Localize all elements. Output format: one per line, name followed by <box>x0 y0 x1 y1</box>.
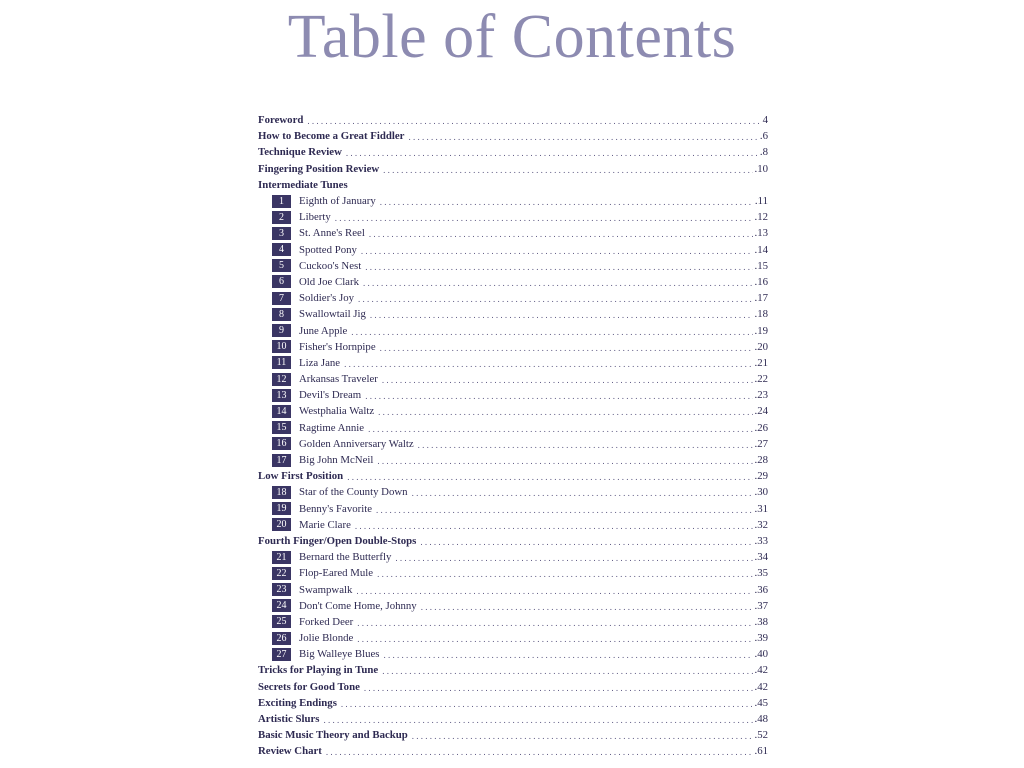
dot-leader <box>344 359 752 369</box>
tune-number-badge: 3 <box>272 227 291 240</box>
toc-entry-label: Soldier's Joy <box>299 292 355 305</box>
toc-tune-entry <box>258 484 768 500</box>
toc-entry-label: Devil's Dream <box>299 389 362 402</box>
tune-number-badge: 8 <box>272 308 291 321</box>
dot-leader <box>369 229 753 239</box>
dot-leader <box>363 278 753 288</box>
toc-tune-entry <box>258 517 768 533</box>
toc-tune-entry <box>258 549 768 565</box>
toc-tune-entry <box>258 452 768 468</box>
toc-page-number: .22 <box>754 373 768 386</box>
toc-tune-entry <box>258 274 768 290</box>
toc-entry-label: Big Walleye Blues <box>299 648 380 661</box>
table-of-contents <box>258 112 768 760</box>
dot-leader <box>412 731 753 741</box>
tune-number-badge: 14 <box>272 405 291 418</box>
toc-page-number: .38 <box>754 615 768 628</box>
toc-tune-entry <box>258 225 768 241</box>
dot-leader <box>323 715 752 725</box>
toc-entry-label: Technique Review <box>258 146 342 159</box>
toc-tune-entry <box>258 501 768 517</box>
dot-leader <box>335 213 753 223</box>
toc-section-entry <box>258 161 768 177</box>
toc-page-number: .17 <box>754 292 768 305</box>
dot-leader <box>421 602 753 612</box>
toc-entry-label: Don't Come Home, Johnny <box>299 599 417 612</box>
toc-entry-label: Tricks for Playing in Tune <box>258 664 379 677</box>
toc-entry-label: Benny's Favorite <box>299 502 373 515</box>
toc-section-entry <box>258 533 768 549</box>
toc-section-entry <box>258 743 768 759</box>
toc-entry-label: Marie Clare <box>299 518 351 531</box>
toc-entry-label: Star of the County Down <box>299 486 408 499</box>
tune-number-badge: 18 <box>272 486 291 499</box>
toc-tune-entry <box>258 614 768 630</box>
toc-page-number: .16 <box>754 275 768 288</box>
toc-page-number: .31 <box>754 502 768 515</box>
toc-entry-label: Foreword <box>258 114 304 127</box>
toc-page-number: .10 <box>754 162 768 175</box>
dot-leader <box>377 569 752 579</box>
toc-section-entry <box>258 727 768 743</box>
toc-page-number: .23 <box>754 389 768 402</box>
tune-number-badge: 2 <box>272 211 291 224</box>
toc-section-entry <box>258 112 768 128</box>
dot-leader <box>346 148 758 158</box>
tune-number-badge: 27 <box>272 648 291 661</box>
dot-leader <box>418 440 753 450</box>
toc-page-number: .48 <box>754 713 768 726</box>
toc-entry-label: Low First Position <box>258 470 344 483</box>
toc-entry-label: Arkansas Traveler <box>299 373 378 386</box>
dot-leader <box>368 424 752 434</box>
toc-tune-entry <box>258 387 768 403</box>
dot-leader <box>412 488 753 498</box>
toc-entry-label: Forked Deer <box>299 615 354 628</box>
toc-page-number: .42 <box>754 680 768 693</box>
toc-page-number: .24 <box>754 405 768 418</box>
toc-page-number: .19 <box>754 324 768 337</box>
tune-number-badge: 24 <box>272 599 291 612</box>
tune-number-badge: 12 <box>272 373 291 386</box>
dot-leader <box>365 262 752 272</box>
dot-leader <box>357 634 752 644</box>
toc-page-number: .35 <box>754 567 768 580</box>
dot-leader <box>378 407 752 417</box>
toc-entry-label: Liza Jane <box>299 356 341 369</box>
toc-entry-label: St. Anne's Reel <box>299 227 365 240</box>
toc-page-number: .8 <box>759 146 768 159</box>
toc-entry-label: Review Chart <box>258 745 322 758</box>
toc-tune-entry <box>258 403 768 419</box>
toc-page-number: .15 <box>754 259 768 272</box>
dot-leader <box>355 521 753 531</box>
toc-section-entry <box>258 695 768 711</box>
toc-section-entry <box>258 679 768 695</box>
tune-number-badge: 15 <box>272 421 291 434</box>
dot-leader <box>420 537 752 547</box>
toc-entry-label: Ragtime Annie <box>299 421 365 434</box>
toc-entry-label: Spotted Pony <box>299 243 357 256</box>
dot-leader <box>357 618 752 628</box>
tune-number-badge: 17 <box>272 454 291 467</box>
toc-tune-entry <box>258 306 768 322</box>
toc-page-number: .11 <box>754 195 768 208</box>
tune-number-badge: 21 <box>272 551 291 564</box>
dot-leader <box>376 505 752 515</box>
toc-tune-entry <box>258 290 768 306</box>
toc-tune-entry <box>258 598 768 614</box>
toc-entry-label: Basic Music Theory and Backup <box>258 729 408 742</box>
toc-page-number: .20 <box>754 340 768 353</box>
dot-leader <box>377 456 752 466</box>
toc-page-number: .28 <box>754 454 768 467</box>
toc-section-entry <box>258 144 768 160</box>
toc-tune-entry <box>258 209 768 225</box>
tune-number-badge: 9 <box>272 324 291 337</box>
toc-tune-entry <box>258 436 768 452</box>
dot-leader <box>395 553 752 563</box>
dot-leader <box>358 294 752 304</box>
toc-page-number: .18 <box>754 308 768 321</box>
toc-tune-entry <box>258 581 768 597</box>
toc-page-number: .26 <box>754 421 768 434</box>
tune-number-badge: 7 <box>272 292 291 305</box>
toc-tune-entry <box>258 420 768 436</box>
toc-tune-entry <box>258 322 768 338</box>
toc-tune-entry <box>258 193 768 209</box>
toc-page-number: .61 <box>754 745 768 758</box>
toc-section-entry <box>258 128 768 144</box>
toc-page-number: .6 <box>759 130 768 143</box>
toc-entry-label: Cuckoo's Nest <box>299 259 362 272</box>
toc-page-number: .33 <box>754 534 768 547</box>
toc-page-number: .36 <box>754 583 768 596</box>
dot-leader <box>361 246 753 256</box>
toc-page-number: .21 <box>754 356 768 369</box>
toc-page-number: .42 <box>754 664 768 677</box>
toc-tune-entry <box>258 646 768 662</box>
dot-leader <box>408 132 757 142</box>
toc-page-number: .39 <box>754 632 768 645</box>
toc-page-number: .14 <box>754 243 768 256</box>
dot-leader <box>380 197 753 207</box>
tune-number-badge: 10 <box>272 340 291 353</box>
toc-page-number: .40 <box>754 648 768 661</box>
toc-tune-entry <box>258 339 768 355</box>
tune-number-badge: 19 <box>272 502 291 515</box>
tune-number-badge: 1 <box>272 195 291 208</box>
toc-page-number: .45 <box>754 696 768 709</box>
page-title: Table of Contents <box>287 3 737 71</box>
tune-number-badge: 23 <box>272 583 291 596</box>
toc-tune-entry <box>258 242 768 258</box>
toc-section-entry <box>258 177 768 193</box>
tune-number-badge: 26 <box>272 632 291 645</box>
toc-entry-label: Old Joe Clark <box>299 275 359 288</box>
toc-page-number: .34 <box>754 551 768 564</box>
toc-entry-label: June Apple <box>299 324 348 337</box>
tune-number-badge: 6 <box>272 275 291 288</box>
dot-leader <box>356 586 752 596</box>
tune-number-badge: 20 <box>272 518 291 531</box>
tune-number-badge: 11 <box>272 356 291 369</box>
toc-page-number: .32 <box>754 518 768 531</box>
toc-entry-label: Swallowtail Jig <box>299 308 366 321</box>
dot-leader <box>364 683 753 693</box>
dot-leader <box>382 666 752 676</box>
toc-entry-label: How to Become a Great Fiddler <box>258 130 405 143</box>
toc-entry-label: Fingering Position Review <box>258 162 380 175</box>
toc-entry-label: Golden Anniversary Waltz <box>299 437 414 450</box>
toc-page-number: .12 <box>754 211 768 224</box>
toc-page-number: .27 <box>754 437 768 450</box>
dot-leader <box>370 310 753 320</box>
toc-entry-label: Jolie Blonde <box>299 632 354 645</box>
toc-entry-label: Secrets for Good Tone <box>258 680 360 693</box>
dot-leader <box>380 343 753 353</box>
toc-entry-label: Fisher's Hornpipe <box>299 340 376 353</box>
toc-entry-label: Bernard the Butterfly <box>299 551 392 564</box>
toc-tune-entry <box>258 371 768 387</box>
toc-entry-label: Swampwalk <box>299 583 353 596</box>
toc-section-entry <box>258 662 768 678</box>
dot-leader <box>382 375 753 385</box>
tune-number-badge: 4 <box>272 243 291 256</box>
toc-page-number: .52 <box>754 729 768 742</box>
toc-section-entry <box>258 468 768 484</box>
toc-page-number: .29 <box>754 470 768 483</box>
toc-entry-label: Fourth Finger/Open Double-Stops <box>258 534 417 547</box>
toc-entry-label: Westphalia Waltz <box>299 405 375 418</box>
dot-leader <box>384 650 753 660</box>
toc-page-number: .30 <box>754 486 768 499</box>
toc-tune-entry <box>258 355 768 371</box>
dot-leader <box>347 472 752 482</box>
toc-tune-entry <box>258 258 768 274</box>
tune-number-badge: 22 <box>272 567 291 580</box>
dot-leader <box>326 747 753 757</box>
tune-number-badge: 13 <box>272 389 291 402</box>
toc-entry-label: Exciting Endings <box>258 696 337 709</box>
toc-page-number: .37 <box>754 599 768 612</box>
toc-page-number: 4 <box>762 114 768 127</box>
toc-entry-label: Artistic Slurs <box>258 713 320 726</box>
toc-entry-label: Intermediate Tunes <box>258 178 348 191</box>
dot-leader <box>307 116 760 126</box>
toc-entry-label: Flop-Eared Mule <box>299 567 374 580</box>
toc-tune-entry <box>258 565 768 581</box>
toc-page-number: .13 <box>754 227 768 240</box>
tune-number-badge: 25 <box>272 615 291 628</box>
dot-leader <box>351 327 752 337</box>
dot-leader <box>383 165 752 175</box>
dot-leader <box>341 699 753 709</box>
toc-entry-label: Big John McNeil <box>299 454 374 467</box>
tune-number-badge: 5 <box>272 259 291 272</box>
toc-tune-entry <box>258 630 768 646</box>
toc-entry-label: Eighth of January <box>299 195 376 208</box>
toc-entry-label: Liberty <box>299 211 331 224</box>
dot-leader <box>365 391 752 401</box>
toc-section-entry <box>258 711 768 727</box>
tune-number-badge: 16 <box>272 437 291 450</box>
